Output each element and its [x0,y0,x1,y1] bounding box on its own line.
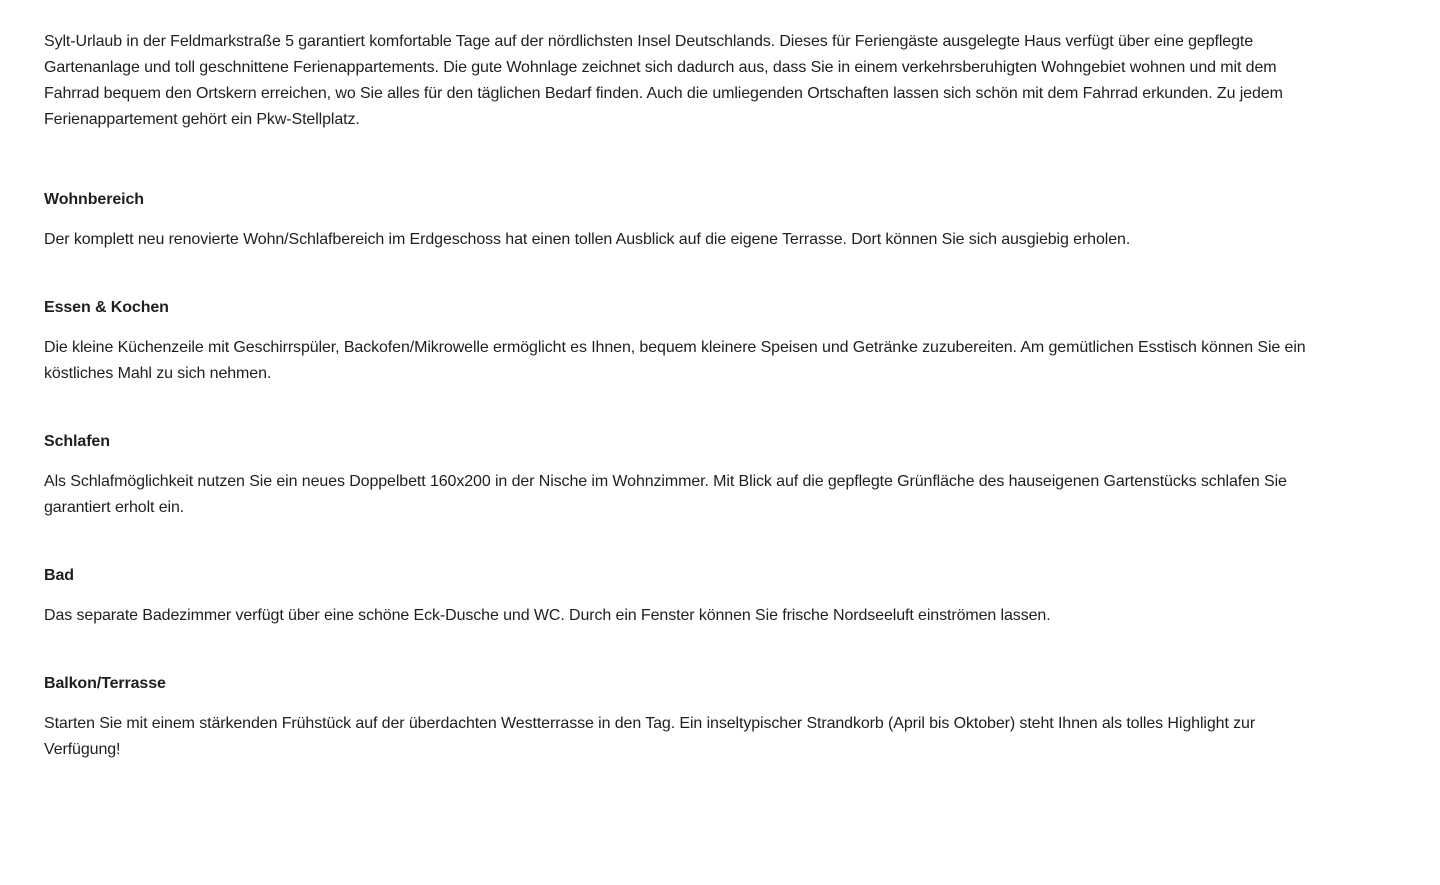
section-balkon-terrasse [44,671,1440,763]
section-text: Das separate Badezimmer verfügt über eine schöne Eck-Dusche und WC. Durch ein Fenster können Sie frische Nordseeluft einströmen lassen. [44,607,1051,624]
section-essen-kochen [44,295,1440,387]
section-text: Der komplett neu renovierte Wohn/Schlafbereich im Erdgeschoss hat einen tollen Ausblick auf die eigene Terrasse. Dort können Sie sich ausgiebig erholen. [44,231,1131,248]
section-heading: Balkon/Terrasse [44,675,166,692]
section-wohnbereich [44,187,1440,253]
section-text: Die kleine Küchenzeile mit Geschirrspüler, Backofen/Mikrowelle ermöglicht es Ihnen, bequem kleinere Speisen und Getränke zuzubereiten. Am gemütlichen Esstisch können Sie ein köstliches Mahl zu sich nehmen. [44,339,1306,382]
section-bad [44,563,1440,629]
section-heading: Wohnbereich [44,191,144,208]
section-text: Als Schlafmöglichkeit nutzen Sie ein neues Doppelbett 160x200 in der Nische im Wohnzimmer. Mit Blick auf die gepflegte Grünfläche des hauseigenen Gartenstücks schlafen Sie garantiert erholt ein. [44,473,1287,516]
section-text: Starten Sie mit einem stärkenden Frühstück auf der überdachten Westterrasse in den Tag. Ein inseltypischer Strandkorb (April bis Oktober) steht Ihnen als tolles Highlight zur Verfügung! [44,715,1256,758]
section-schlafen [44,429,1440,521]
section-heading: Schlafen [44,433,110,450]
section-heading: Essen & Kochen [44,299,169,316]
section-heading: Bad [44,567,74,584]
intro-paragraph: Sylt-Urlaub in der Feldmarkstraße 5 garantiert komfortable Tage auf der nördlichsten Insel Deutschlands. Dieses für Feriengäste ausgelegte Haus verfügt über eine gepflegte Gartenanlage und toll geschnittene Ferienappartements. Die gute Wohnlage zeichnet sich dadurch aus, dass Sie in einem verkehrsberuhigten Wohngebiet wohnen und mit dem Fahrrad bequem den Ortskern erreichen, wo Sie alles für den täglichen Bedarf finden. Auch die umliegenden Ortschaften lassen sich schön mit dem Fahrrad erkunden. Zu jedem Ferienappartement gehört ein Pkw-Stellplatz. [44,33,1283,128]
